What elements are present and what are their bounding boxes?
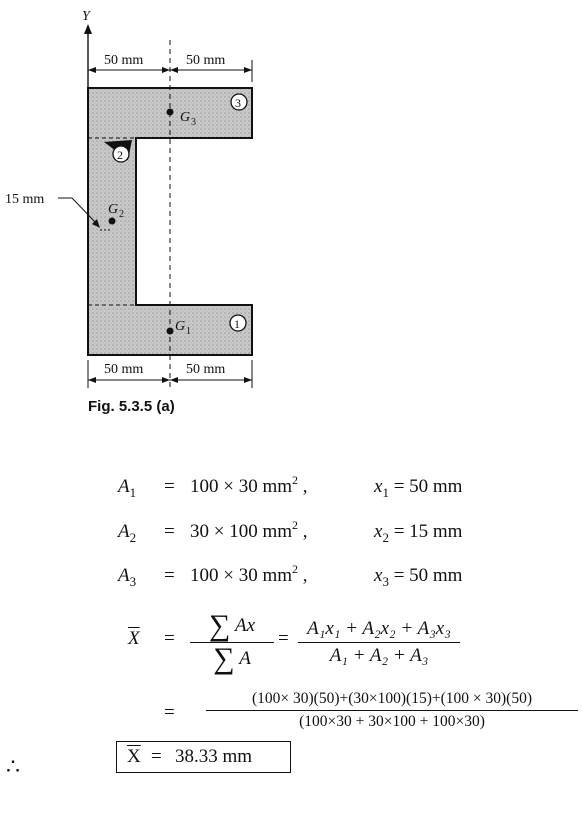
part-2-label: 2 [117, 148, 123, 162]
svg-text:1: 1 [186, 326, 191, 337]
result-value: 38.33 mm [175, 746, 253, 767]
xbar-symbol: $\overline{X}$ [128, 628, 140, 649]
area-fraction: A₁x₁ + A₂x₂ + A₃x₃ A₁ + A₂ + A₃ [298, 618, 460, 667]
bottom-dim-right: 50 mm [186, 362, 226, 377]
part-3-label: 3 [235, 96, 241, 110]
top-dim-right: 50 mm [186, 53, 226, 68]
numeric-fraction: (100× 30)(50)+(30×100)(15)+(100 × 30)(50) (100×30 + 30×100 + 100×30) [206, 690, 578, 731]
side-dim-label: 15 mm [5, 192, 45, 207]
g3-label: G [180, 110, 191, 125]
therefore-symbol: ∴ [6, 755, 20, 780]
g2-label: G [108, 202, 119, 217]
part-1-label: 1 [234, 317, 240, 331]
svg-text:3: 3 [191, 117, 196, 128]
sum-fraction: ∑ Ax ∑ A [190, 612, 274, 673]
svg-text:2: 2 [119, 209, 124, 220]
bottom-dim-left: 50 mm [104, 362, 144, 377]
result-lhs: $\overline{X}$ [127, 746, 141, 767]
c-section-figure [0, 0, 300, 420]
y-axis-label: Y [82, 9, 90, 24]
equation-substitution: = (100× 30)(50)+(30×100)(15)+(100 × 30)(50) (100×30 + 30×100 + 100×30) [118, 690, 580, 738]
top-dim-left: 50 mm [104, 53, 144, 68]
result-box: $\overline{X}$ = 38.33 mm [116, 741, 291, 773]
figure-caption: Fig. 5.3.5 (a) [88, 398, 175, 415]
y-axis [82, 9, 92, 90]
equation-xbar: $\overline{X}$ = ∑ Ax ∑ A = A₁x₁ + A₂x₂ + A₃x₃ A₁ + A₂ + A₃ [118, 612, 578, 682]
g1-label: G [175, 319, 186, 334]
